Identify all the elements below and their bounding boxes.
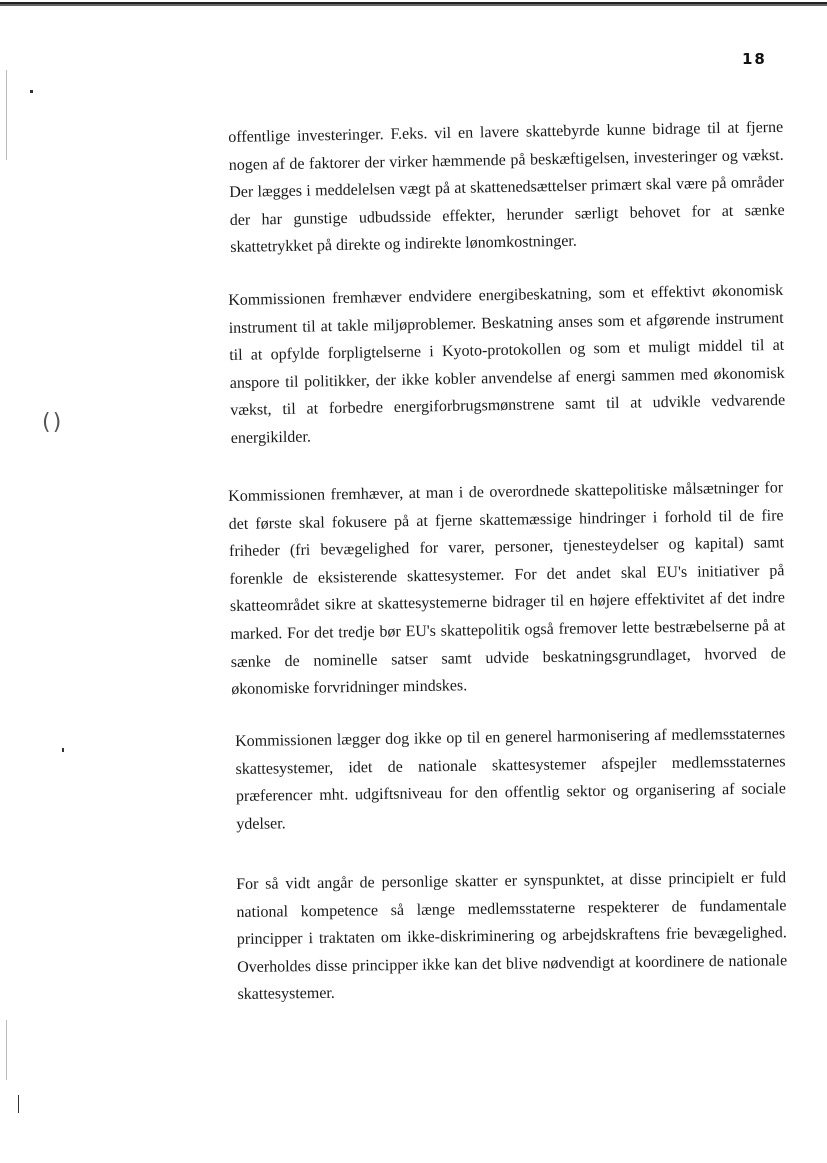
scan-top-border [0, 2, 827, 6]
paragraph-4: Kommissionen lægger dog ikke op til en generel harmonisering af medlemsstaternes skattesystemer, idet de nationale skattesystemer afspejler medlemsstaternes præferencer mht. udgiftsniveau for den offentlig sektor og organisering af sociale ydelser. [235, 725, 787, 833]
paragraph-2: Kommissionen fremhæver endvidere energibeskatning, som et effektivt økonomisk instrument til at takle miljøproblemer. Beskatning anses som et afgørende instrument til at opfylde forpligtelserne i Kyoto-protokollen og som et muligt middel til at anspore til politikker, der ikke kobler anvendelse af energi sammen med økonomisk vækst, til at forbedre energiforbrugsmønstrene samt til at udvikle vedvarende energikilder. [228, 281, 786, 447]
scan-speck-3 [18, 1095, 19, 1113]
page-number: 18 [742, 50, 767, 68]
scan-speck [30, 90, 33, 93]
scan-left-edge [6, 70, 7, 160]
paragraph-5: For så vidt angår de personlige skatter er synspunktet, at disse principielt er fuld national kompetence så længe medlemsstaterne respekterer de fundamentale principper i traktaten om ikke-diskriminering og arbejdskraftens frie bevægelighed. Overholdes disse principper ikke kan det blive nødvendigt at koordinere de nationale skattesystemer. [236, 869, 788, 1004]
scan-speck-2 [62, 748, 64, 752]
paragraph-3: Kommissionen fremhæver, at man i de overordnede skattepolitiske målsætninger for det første skal fokusere på at fjerne skattemæssige hindringer i forhold til de fire friheder (fri bevægelighed for varer, personer, tjenesteydelser og kapital) samt forenkle de eksisterende skattesystemer. For det andet skal EU's initiativer på skatteområdet sikre at skattesystemerne bidrager til en højere effektivitet af det indre marked. For det tredje bør EU's skattepolitik også fremover lette bestræbelserne på at sænke de nominelle satser samt udvide beskatningsgrundlaget, hvorved de økonomiske forvridninger mindskes. [228, 479, 786, 699]
paragraph-1: offentlige investeringer. F.eks. vil en lavere skattebyrde kunne bidrage til at fjerne nogen af de faktorer der virker hæmmende på beskæftigelsen, investeringer og vækst. Der lægges i meddelelsen vægt på at skattenedsættelser primært skal være på områder der har gunstige udbudsside effekter, herunder særligt behovet for at sænke skattetrykket på direkte og indirekte lønomkostninger. [228, 118, 785, 257]
scan-left-edge-lower [6, 1020, 7, 1080]
margin-mark: ( ) [42, 410, 62, 435]
